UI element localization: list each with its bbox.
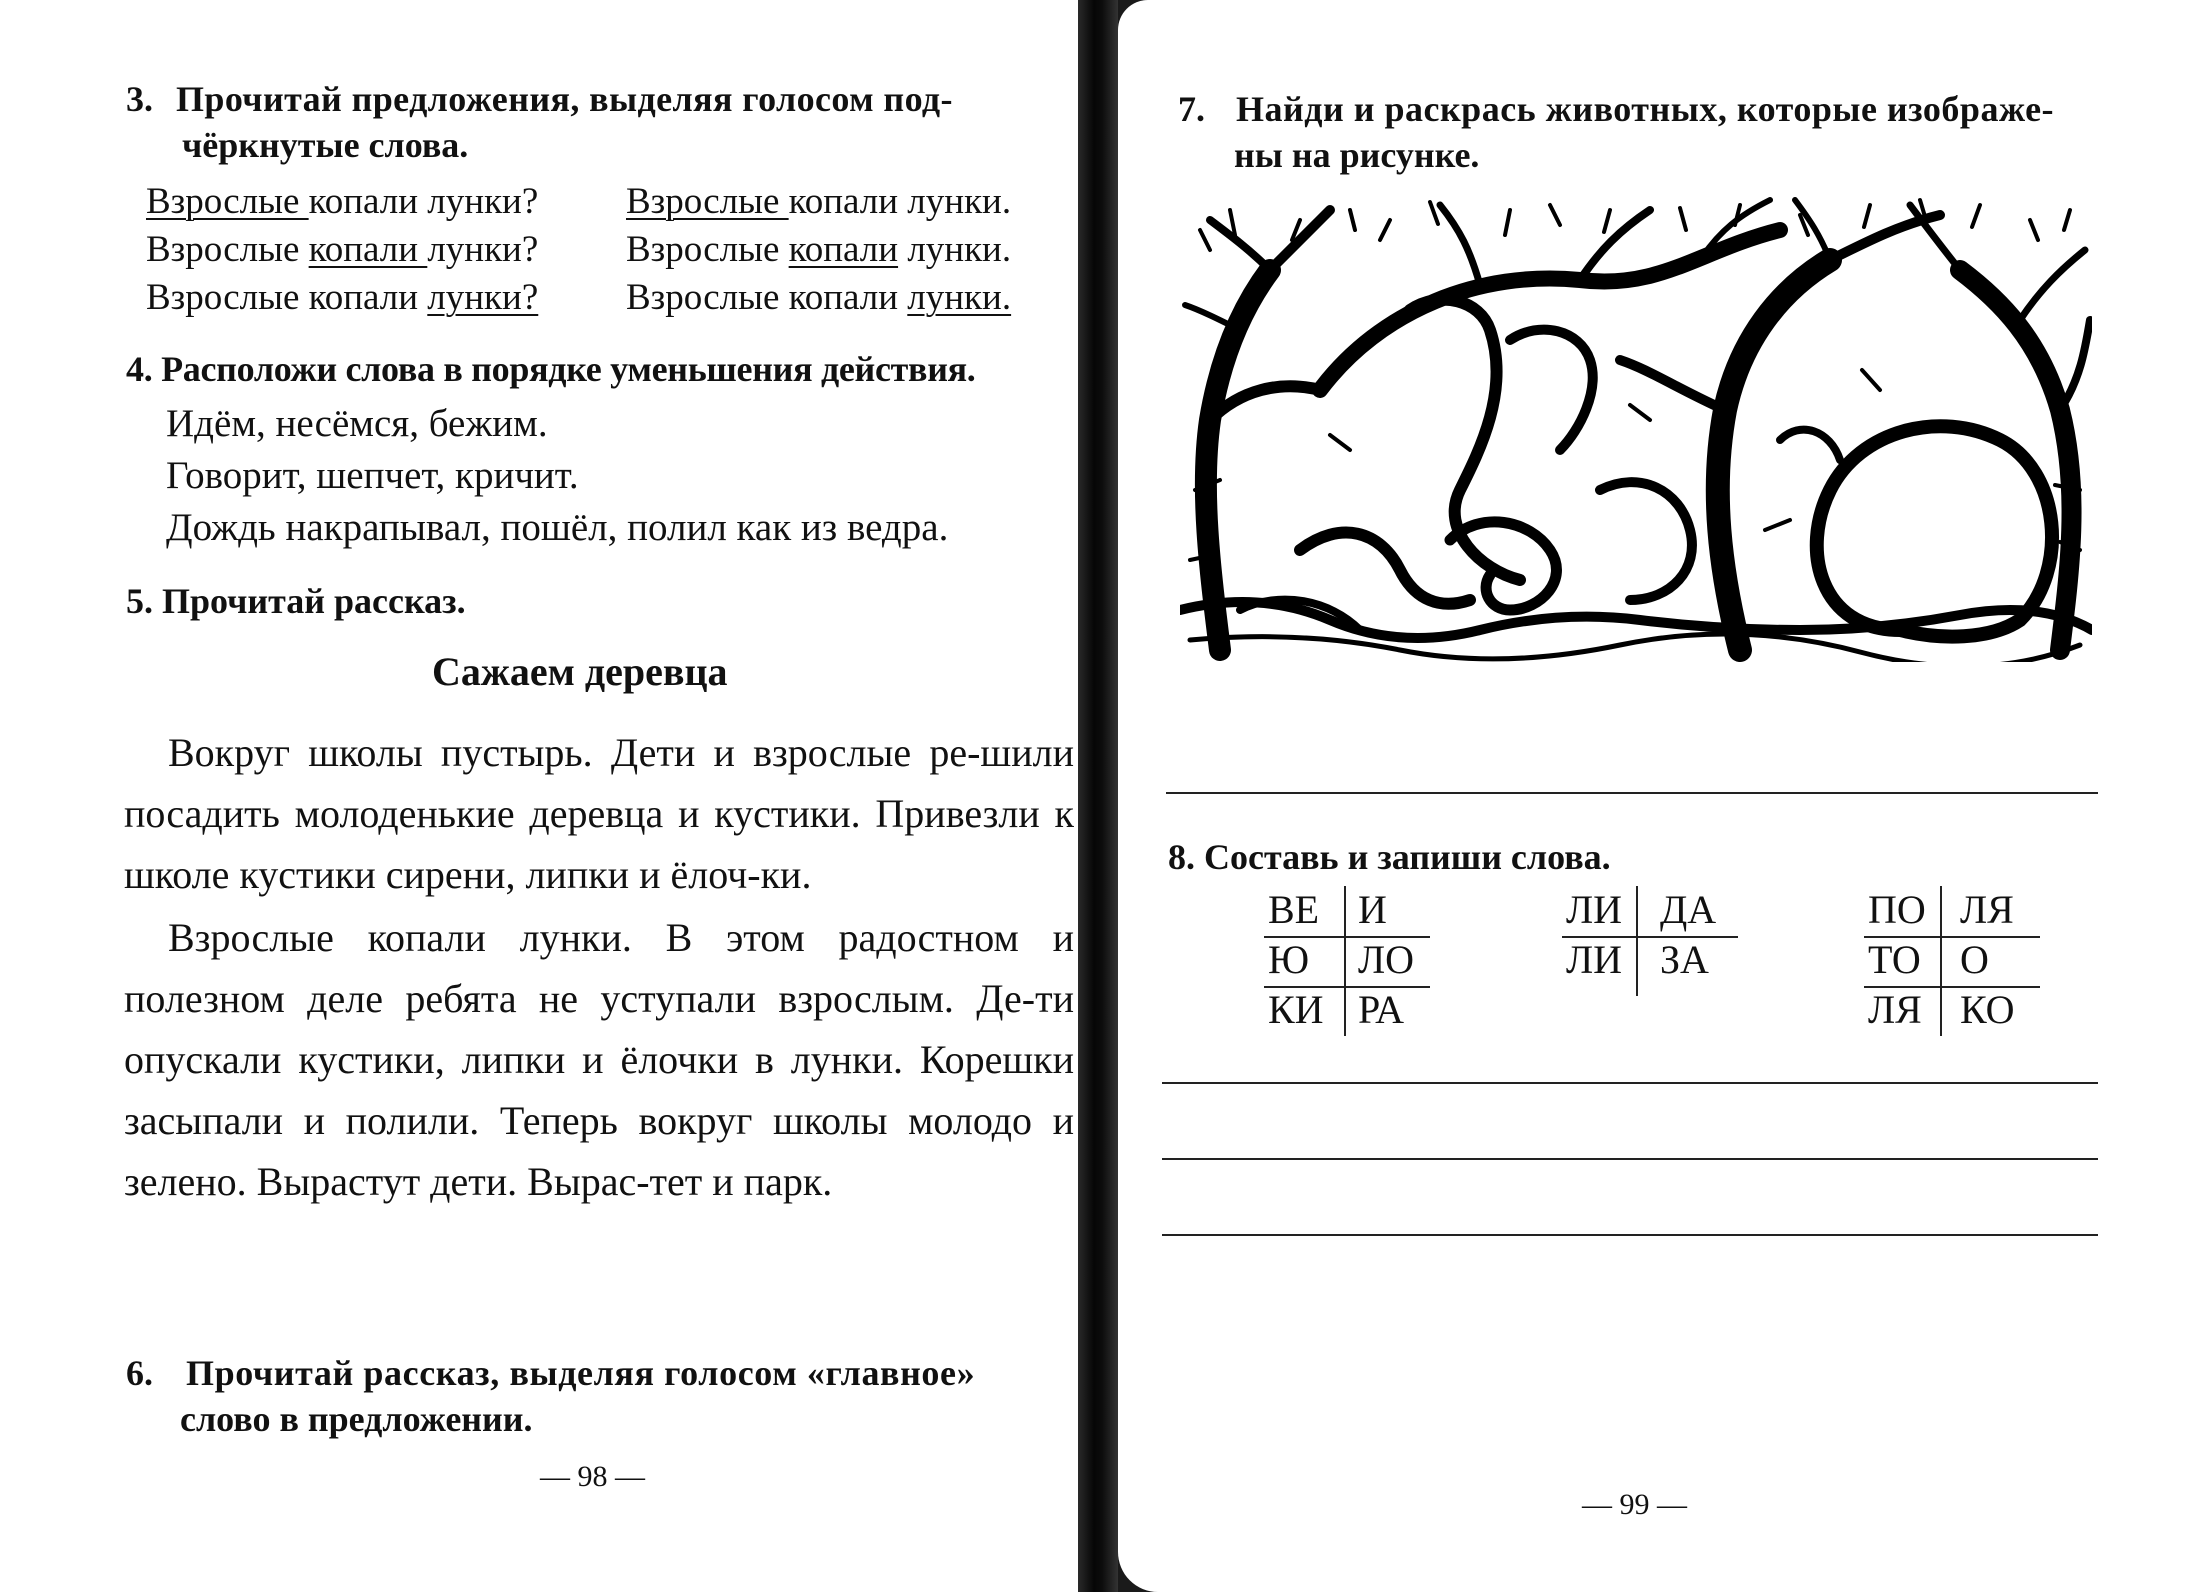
sentence-3-underlined: лунки? xyxy=(427,277,539,318)
sentence-4-underlined: Взрослые xyxy=(626,181,789,222)
syllable: ТО xyxy=(1868,937,1921,982)
syllable: ДА xyxy=(1660,887,1717,932)
task7-number: 7. xyxy=(1178,89,1205,129)
syllable: Ю xyxy=(1268,937,1310,982)
story-paragraph-1: Вокруг школы пустырь. Дети и взрослые ре-шили посадить молоденькие деревца и кустики. Привезли к школе кустики сирени, липки и ёлоч-ки. xyxy=(124,730,1074,897)
task3-heading xyxy=(126,76,953,122)
task4-line-1: Идём, несёмся, бежим. xyxy=(166,402,548,445)
sentence-4-rest: копали лунки. xyxy=(788,181,1012,222)
syllable: ВЕ xyxy=(1268,887,1320,932)
task7-heading xyxy=(1178,86,2054,132)
grid-divider xyxy=(1864,986,2040,988)
answer-line-3 xyxy=(1162,1234,2098,1236)
book-spine xyxy=(1078,0,1118,1592)
syllable: ЛИ xyxy=(1566,887,1623,932)
sentence-1-rest: копали лунки? xyxy=(308,181,539,222)
syllable: РА xyxy=(1358,987,1405,1032)
sentence-1 xyxy=(146,178,538,226)
sentence-2 xyxy=(146,226,538,274)
sentence-6-underlined: лунки. xyxy=(907,277,1012,318)
sentence-5-underlined: копали xyxy=(788,229,899,270)
syllable: ПО xyxy=(1868,887,1926,932)
left-page xyxy=(0,0,1078,1592)
syllable: ЛО xyxy=(1358,937,1415,982)
sentence-2-underlined: копали xyxy=(308,229,428,270)
grid-divider xyxy=(1636,886,1638,996)
grid-divider xyxy=(1864,936,2040,938)
task3-number: 3. xyxy=(126,79,153,119)
story-paragraph-2: Взрослые копали лунки. В этом радостном и полезном деле ребята не уступали взрослым. Де-ти опускали кустики, липки и ёлочки в лунки. Корешки засыпали и полили. Теперь вокруг школы молодо и зелено. Вырастут дети. Вырас-тет и парк. xyxy=(124,915,1074,1204)
task4-line-3: Дождь накрапывал, пошёл, полил как из ведра. xyxy=(166,506,949,549)
task3-text-line1: Прочитай предложения, выделяя голосом под- xyxy=(176,79,953,119)
syllable: КО xyxy=(1960,987,2015,1032)
syllable: ЛЯ xyxy=(1868,987,1922,1032)
task7-text-line1: Найди и раскрась животных, которые изображе- xyxy=(1236,89,2055,129)
sentence-5 xyxy=(626,226,1011,274)
task4-line-2: Говорит, шепчет, кричит. xyxy=(166,454,579,497)
grid-divider xyxy=(1344,886,1346,1036)
task6-number: 6. xyxy=(126,1353,153,1393)
task5-heading: 5. Прочитай рассказ. xyxy=(126,581,466,621)
task3-text-line2: чёркнутые слова. xyxy=(182,125,469,165)
answer-line-task7 xyxy=(1166,792,2098,794)
page-number-right: — 99 — xyxy=(1582,1488,1687,1521)
syllable: ЛИ xyxy=(1566,937,1623,982)
story-title: Сажаем деревца xyxy=(432,649,728,694)
answer-line-1 xyxy=(1162,1082,2098,1084)
sentence-3-pre: Взрослые копали xyxy=(146,277,428,318)
sentence-6-pre: Взрослые копали xyxy=(626,277,908,318)
page-number-left: — 98 — xyxy=(540,1460,645,1493)
grid-divider xyxy=(1264,936,1430,938)
sentence-5-rest: лунки. xyxy=(898,229,1012,270)
sentence-3 xyxy=(146,274,538,322)
grid-divider xyxy=(1940,886,1942,1036)
sentence-1-underlined: Взрослые xyxy=(146,181,309,222)
syllable: ЗА xyxy=(1660,937,1709,982)
syllable: О xyxy=(1960,937,1989,982)
syllable: И xyxy=(1358,887,1387,932)
task6-heading xyxy=(126,1350,975,1396)
right-page xyxy=(1118,0,2210,1592)
task7-text-line2: ны на рисунке. xyxy=(1234,135,1480,175)
sentence-2-rest: лунки? xyxy=(427,229,539,270)
answer-line-2 xyxy=(1162,1158,2098,1160)
task8-heading: 8. Составь и запиши слова. xyxy=(1168,837,1611,877)
task4-heading: 4. Расположи слова в порядке уменьшения действия. xyxy=(126,349,976,389)
syllable: КИ xyxy=(1268,987,1324,1032)
syllable: ЛЯ xyxy=(1960,887,2014,932)
sentence-6 xyxy=(626,274,1011,322)
grid-divider xyxy=(1264,986,1430,988)
task6-text-line1: Прочитай рассказ, выделяя голосом «главное» xyxy=(186,1353,976,1393)
task6-text-line2: слово в предложении. xyxy=(180,1399,533,1439)
story-body xyxy=(124,722,1074,1212)
sentence-5-pre: Взрослые xyxy=(626,229,789,270)
sentence-2-pre: Взрослые xyxy=(146,229,309,270)
hidden-animals-illustration xyxy=(1180,190,2092,662)
grid-divider xyxy=(1562,936,1738,938)
sentence-4 xyxy=(626,178,1011,226)
